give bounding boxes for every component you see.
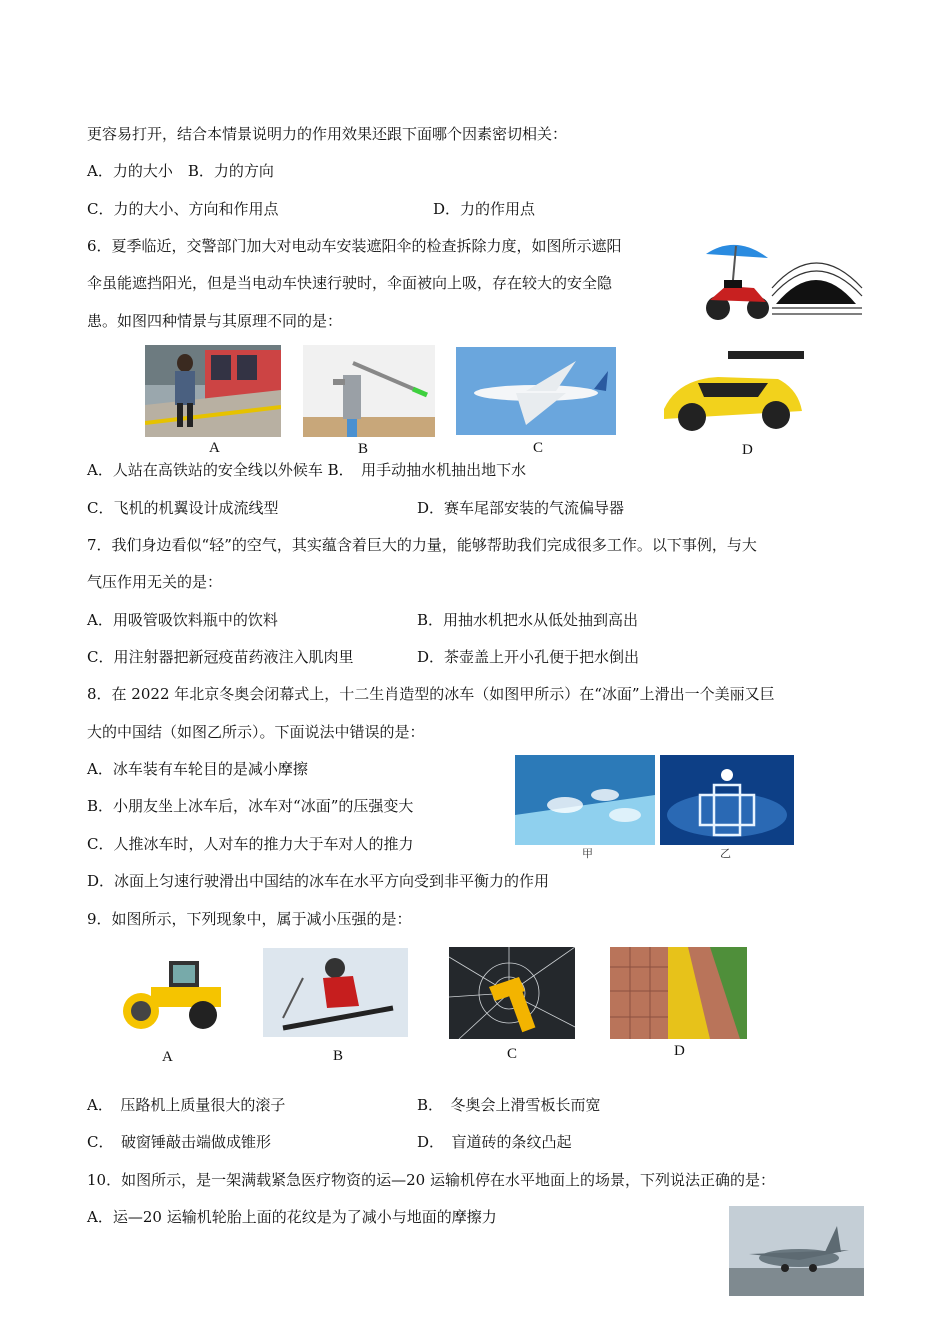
q6-image-c-airplane xyxy=(456,347,616,435)
q8-option-b: B．小朋友坐上冰车后，冰车对“冰面”的压强变大 xyxy=(87,797,414,815)
q5-option-c: C．力的大小、方向和作用点 xyxy=(87,200,279,218)
q5-option-d: D．力的作用点 xyxy=(433,200,536,218)
q6-stem-3: 患。如图四种情景与其原理不同的是： xyxy=(87,312,343,330)
q8-option-d: D．冰面上匀速行驶滑出中国结的冰车在水平方向受到非平衡力的作用 xyxy=(87,872,550,890)
q9-caption-c: C xyxy=(507,1046,518,1062)
q6-scooter-umbrella-image xyxy=(696,236,866,326)
q9-option-b: B． 冬奥会上滑雪板长而宽 xyxy=(417,1096,601,1114)
q9-caption-a: A xyxy=(162,1049,173,1065)
q9-caption-d: D xyxy=(674,1043,685,1059)
q6-caption-b: B xyxy=(358,441,369,457)
q6-option-c: C．飞机的机翼设计成流线型 xyxy=(87,499,279,517)
q8-stem-1: 8．在 2022 年北京冬奥会闭幕式上，十二生肖造型的冰车（如图甲所示）在“冰面”上滑出一个美丽又巨 xyxy=(87,685,775,703)
q6-option-d: D．赛车尾部安装的气流偏导器 xyxy=(417,499,625,517)
q6-option-ab: A．人站在高铁站的安全线以外候车 B． 用手动抽水机抽出地下水 xyxy=(87,461,527,479)
q8-option-a: A．冰车装有车轮目的是减小摩擦 xyxy=(87,760,308,778)
q10-stem: 10．如图所示，是一架满载紧急医疗物资的运—20 运输机停在水平地面上的场景，下列说法正确的是： xyxy=(87,1171,775,1189)
q9-image-b-skier xyxy=(263,948,408,1037)
q8-caption-yi: 乙 xyxy=(720,847,731,860)
q9-option-a: A． 压路机上质量很大的滚子 xyxy=(87,1096,286,1114)
q6-stem-1: 6．夏季临近，交警部门加大对电动车安装遮阳伞的检查拆除力度，如图所示遮阳 xyxy=(87,237,622,255)
q9-option-c: C． 破窗锤敲击端做成锥形 xyxy=(87,1133,271,1151)
q6-caption-c: C xyxy=(533,440,544,456)
q6-image-d-race-car xyxy=(658,349,806,437)
q9-image-c-window-hammer xyxy=(449,947,575,1039)
q10-option-a: A．运—20 运输机轮胎上面的花纹是为了减小与地面的摩擦力 xyxy=(87,1208,497,1226)
q5-option-ab: A．力的大小 B．力的方向 xyxy=(87,162,274,180)
q8-caption-jia: 甲 xyxy=(582,847,593,860)
q6-caption-a: A xyxy=(209,440,220,456)
q9-stem: 9．如图所示，下列现象中，属于减小压强的是： xyxy=(87,910,412,928)
q6-caption-d: D xyxy=(742,442,753,458)
q9-option-d: D． 盲道砖的条纹凸起 xyxy=(417,1133,572,1151)
q6-image-a-train-station xyxy=(145,345,281,437)
q7-option-a: A．用吸管吸饮料瓶中的饮料 xyxy=(87,611,278,629)
q8-image-jia-ice-cars xyxy=(515,755,655,845)
q7-stem-1: 7．我们身边看似“轻”的空气，其实蕴含着巨大的力量，能够帮助我们完成很多工作。以下事例，与大 xyxy=(87,536,757,554)
q8-option-c: C．人推冰车时，人对车的推力大于车对人的推力 xyxy=(87,835,414,853)
q5-stem-tail: 更容易打开，结合本情景说明力的作用效果还跟下面哪个因素密切相关： xyxy=(87,125,568,143)
q9-caption-b: B xyxy=(333,1048,344,1064)
q9-image-d-tactile-paving xyxy=(610,947,747,1039)
q9-image-a-road-roller xyxy=(111,955,233,1031)
q8-image-yi-chinese-knot xyxy=(660,755,794,845)
q7-option-d: D．茶壶盖上开小孔便于把水倒出 xyxy=(417,648,640,666)
q6-stem-2: 伞虽能遮挡阳光，但是当电动车快速行驶时，伞面被向上吸，存在较大的安全隐 xyxy=(87,274,613,292)
q7-stem-2: 气压作用无关的是： xyxy=(87,573,223,591)
q7-option-b: B．用抽水机把水从低处抽到高出 xyxy=(417,611,639,629)
q10-image-transport-plane xyxy=(729,1206,864,1296)
q6-image-b-hand-pump xyxy=(303,345,435,437)
q7-option-c: C．用注射器把新冠疫苗药液注入肌肉里 xyxy=(87,648,354,666)
q8-stem-2: 大的中国结（如图乙所示）。下面说法中错误的是： xyxy=(87,723,425,741)
